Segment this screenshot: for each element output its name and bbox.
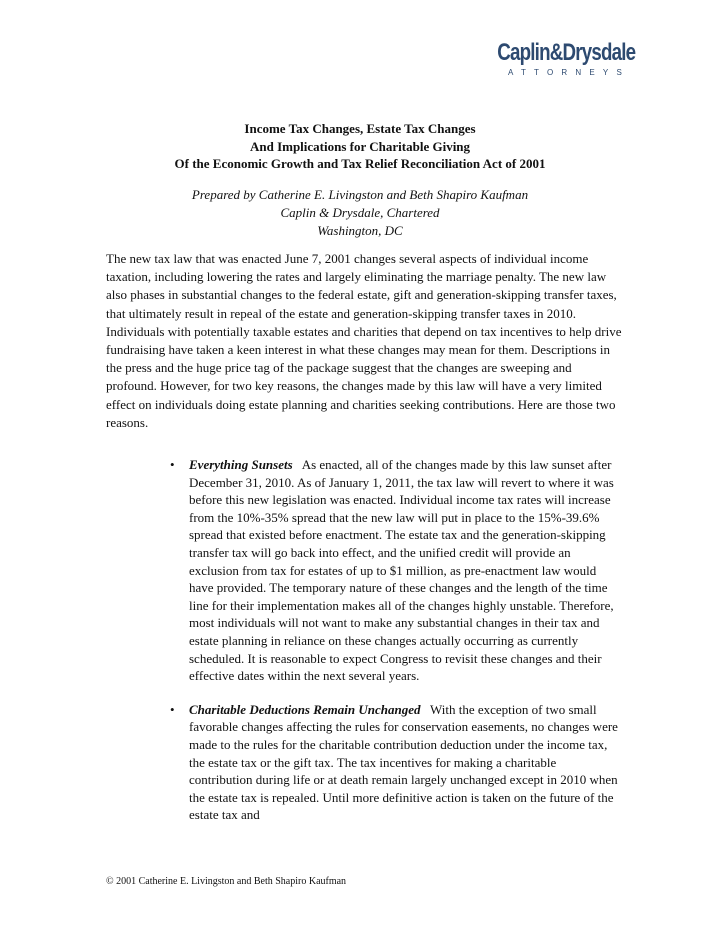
firm-logo [462, 39, 636, 77]
firm-line: Caplin & Drysdale, Chartered [280, 205, 440, 220]
bullet-text: With the exception of two small favorable changes affecting the rules for conservation easements, no changes were made to the rules for the charitable contribution deduction under the income tax, the estate tax or the gift tax. The tax incentives for making a charitable contribution during life or at death remain largely unchanged except in 2010 when the estate tax is repealed. Until more definitive action is taken on the future of the estate tax and [189, 701, 618, 823]
bullet-text: As enacted, all of the changes made by this law sunset after December 31, 2010. As of January 1, 2011, the tax law will revert to where it was before this new legislation was enacted. Individual income tax rates will increase from the 10%-35% spread that the new law will put in place to the 15%-39.6% spread that existed before enactment. The estate tax and the generation-skipping transfer tax will go back into effect, and the unified credit will provide an exclusion from tax for estates of up to $1 million, as pre-enactment law would have provided. The temporary nature of these changes and the length of the time line for their implementation makes all of the changes highly unstable. Therefore, most individuals will not want to make any substantial changes in their tax and estate planning in reliance on these changes actually occurring as currently scheduled. It is reasonable to expect Congress to revisit these changes and their effective dates within the next several years. [189, 457, 614, 684]
bullet-heading: Charitable Deductions Remain Unchanged [189, 701, 421, 717]
title-line-1: Income Tax Changes, Estate Tax Changes [244, 121, 476, 136]
copyright-footer: © 2001 Catherine E. Livingston and Beth Shapiro Kaufman [106, 876, 347, 887]
title-line-3: Of the Economic Growth and Tax Relief Reconciliation Act of 2001 [174, 156, 546, 171]
location-line: Washington, DC [317, 223, 403, 238]
reasons-list [168, 456, 620, 840]
list-item [168, 456, 620, 685]
authors-line: Prepared by Catherine E. Livingston and Beth Shapiro Kaufman [191, 187, 529, 202]
list-item [168, 701, 620, 824]
logo-firm-name: Caplin&Drysdale [497, 39, 636, 66]
bullet-heading: Everything Sunsets [189, 457, 293, 472]
bullet-icon: • [170, 457, 175, 472]
document-title [0, 120, 720, 173]
intro-paragraph: The new tax law that was enacted June 7, 2001 changes several aspects of individual income taxation, including lowering the rates and largely eliminating the marriage penalty. The new law also phases in substantial changes to the federal estate, gift and generation-skipping transfer taxes, that ultimately result in repeal of the estate and generation-skipping transfer taxes in 2010. Individuals with potentially taxable estates and charities that depend on tax incentives to help drive fundraising have taken a keen interest in what these changes may mean for them. Descriptions in the press and the huge price tag of the package suggest that the changes are sweeping and profound. However, for two key reasons, the changes made by this law will have a very limited effect on individuals doing estate planning and charities seeking contributions. Here are those two reasons. [106, 251, 622, 430]
logo-subtitle: ATTORNEYS [508, 68, 630, 77]
title-line-2: And Implications for Charitable Giving [249, 138, 471, 154]
prepared-by [0, 186, 720, 240]
bullet-icon: • [170, 701, 175, 717]
